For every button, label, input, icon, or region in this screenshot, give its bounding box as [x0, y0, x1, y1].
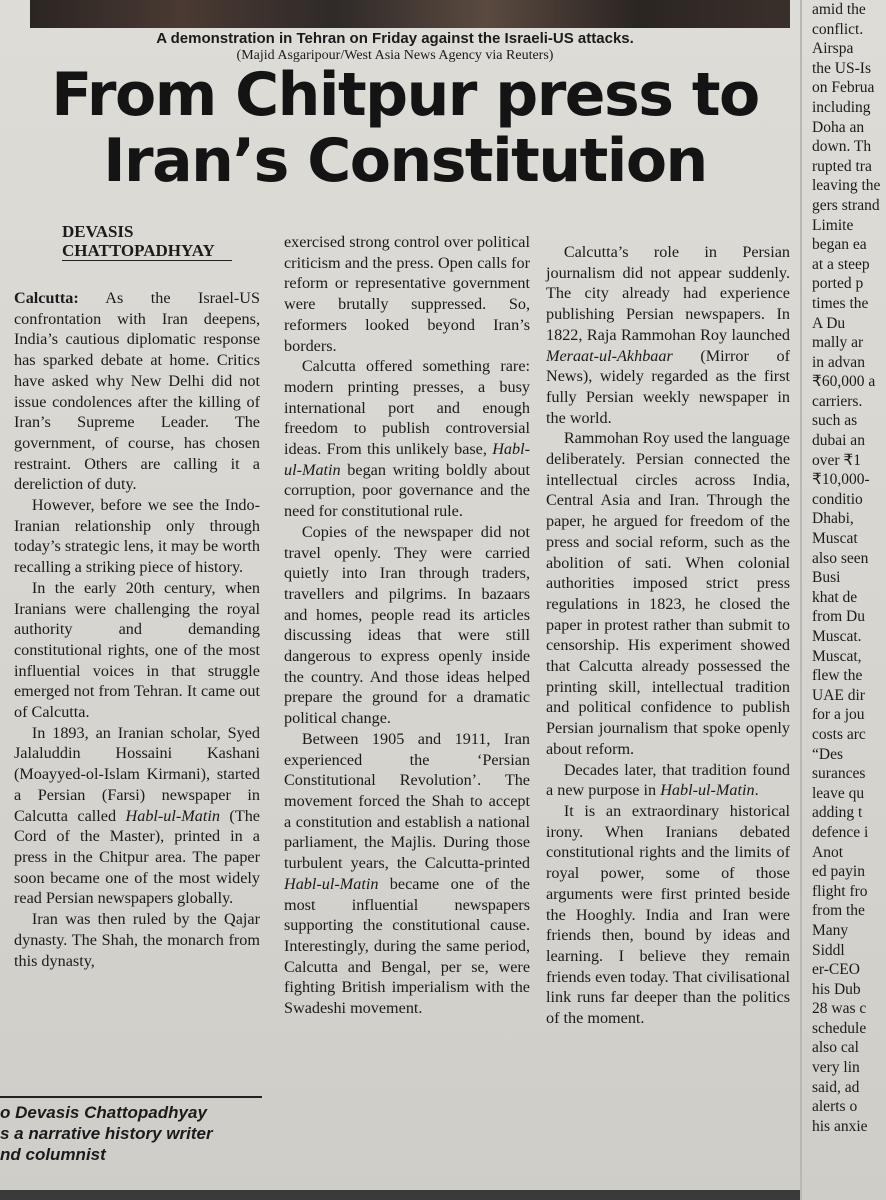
author-bio: o Devasis Chattopadhyay s a narrative history writer nd columnist	[0, 1103, 213, 1164]
adjacent-column-line: Muscat,	[812, 647, 862, 665]
article-column-2	[284, 232, 530, 1019]
headline-line-2: Iran’s Constitution	[103, 126, 707, 196]
article-paragraph: It is an extraordinary historical irony. When Iranians debated constitutional rights and the limits of royal power, some of those arguments were first printed beside the Hooghly. India and Iran were friends then, bound by ideas and learning. I believe they remain friends even today. That civilisational link runs far deeper than the politics of the moment.	[546, 801, 790, 1028]
adjacent-column-line: costs arc	[812, 725, 866, 743]
photo-caption: A demonstration in Tehran on Friday against the Israeli-US attacks.	[156, 30, 634, 47]
adjacent-column-line: er-CEO	[812, 961, 860, 979]
adjacent-column-line: defence i	[812, 823, 869, 841]
adjacent-column-line: from the	[812, 902, 865, 920]
adjacent-column-line: A Du	[812, 314, 846, 332]
byline	[62, 222, 232, 261]
adjacent-column-line: ported p	[812, 275, 864, 293]
article-paragraph: Iran was then ruled by the Qajar dynasty. The Shah, the monarch from this dynasty,	[14, 910, 260, 970]
adjacent-column-line: for a jou	[812, 706, 865, 724]
byline-last-name: CHATTOPADHYAY	[62, 241, 215, 260]
adjacent-column-line: Busi	[812, 569, 841, 587]
adjacent-column-line: alerts o	[812, 1098, 858, 1116]
adjacent-column-line: conditio	[812, 490, 863, 508]
article-paragraph: In the early 20th century, when Iranians were challenging the royal authority and demanding constitutional rights, one of the most influential voices in that struggle emerged not from Tehran. It came out of Calcutta.	[14, 578, 260, 722]
article-paragraph: Calcutta: As the Israel-US confrontation with Iran deepens, India’s cautious diplomatic response has sparked debate at home. Critics have asked why New Delhi did not issue condolences after the killing of Iran’s Supreme Leader. The government, of course, has chosen restraint. Others are calling it a dereliction of duty.	[14, 289, 260, 494]
adjacent-column-line: his anxie	[812, 1117, 868, 1135]
adjacent-column-line: amid the	[812, 1, 866, 18]
adjacent-column-line: ed payin	[812, 863, 865, 881]
adjacent-column-line: Muscat	[812, 530, 858, 548]
adjacent-column-line: also seen	[812, 549, 869, 567]
article-paragraph: Calcutta offered something rare: modern printing presses, a busy international port and enough freedom to publish controversial ideas. From this unlikely base, Habl-ul-Matin began writing boldly about corruption, poor governance and the need for constitutional rule.	[284, 357, 530, 521]
adjacent-column-line: flew the	[812, 667, 863, 685]
adjacent-column-line: adding t	[812, 804, 863, 822]
newspaper-title: Habl-ul-Matin	[660, 781, 755, 800]
newspaper-title: Habl-ul-Matin	[125, 806, 220, 825]
adjacent-column-line: over ₹1	[812, 451, 862, 469]
adjacent-column-line: leave qu	[812, 784, 865, 802]
article-paragraph: Decades later, that tradition found a new purpose in Habl-ul-Matin.	[546, 760, 790, 800]
adjacent-column-line: Many	[812, 921, 849, 939]
adjacent-column-line: his Dub	[812, 980, 861, 998]
article-paragraph: Copies of the newspaper did not travel openly. They were carried quietly into Iran through traders, travellers and pilgrims. In bazaars and homes, people read its articles discussing ideas that were still dangerous to express openly inside the country. And those ideas helped prepare the ground for a dramatic political change.	[284, 522, 530, 728]
article-paragraph: exercised strong control over political criticism and the press. Open calls for reform or representative government were brutally suppressed. So, reformers looked beyond Iran’s borders.	[284, 233, 530, 355]
article-column-3	[546, 242, 790, 1029]
photo-credit: (Majid Asgaripour/West Asia News Agency via Reuters)	[236, 48, 554, 63]
headline	[40, 62, 770, 194]
adjacent-column-line: Doha an	[812, 118, 865, 136]
adjacent-column-line: from Du	[812, 608, 865, 626]
adjacent-column-line: on Februa	[812, 79, 875, 97]
adjacent-column-line: Anot	[812, 843, 843, 861]
adjacent-column-line: Airspa	[812, 40, 854, 58]
article-column-1	[14, 288, 260, 971]
adjacent-column-line: UAE dir	[812, 686, 865, 704]
adjacent-column-line: Muscat.	[812, 628, 862, 645]
dateline: Calcutta:	[14, 289, 79, 307]
byline-first-name: DEVASIS	[62, 222, 134, 241]
adjacent-column-line: such as	[812, 412, 858, 430]
adjacent-column-line: Siddl	[812, 941, 845, 959]
newspaper-title: Habl-ul-Matin	[284, 440, 530, 479]
adjacent-column-line: the US-Is	[812, 59, 871, 77]
adjacent-column-line: times the	[812, 294, 869, 312]
adjacent-column-line: in advan	[812, 353, 865, 371]
article-paragraph: Between 1905 and 1911, Iran experienced the ‘Persian Constitutional Revolution’. The movement forced the Shah to accept a constitution and establish a national parliament, the Majlis. During those turbulent years, the Calcutta-printed Habl-ul-Matin became one of the most influential newspapers supporting the constitutional cause. Interestingly, during the same period, Calcutta and Bengal, per se, were fighting British imperialism with the Swadeshi movement.	[284, 729, 530, 1018]
adjacent-column-line: gers strand	[812, 196, 880, 214]
adjacent-column-line: down. Th	[812, 138, 872, 156]
adjacent-column-line: surances	[812, 765, 866, 783]
adjacent-column-line: flight fro	[812, 882, 868, 900]
headline-line-1: From Chitpur press to	[51, 60, 759, 130]
adjacent-column-line: at a steep	[812, 255, 870, 273]
adjacent-column-line: 28 was c	[812, 1000, 867, 1018]
bio-divider	[0, 1096, 262, 1098]
newspaper-title: Meraat-ul-Akhbaar	[546, 346, 673, 365]
adjacent-column-line: Dhabi,	[812, 510, 854, 528]
newspaper-title: Habl-ul-Matin	[284, 874, 379, 893]
adjacent-column-line: mally ar	[812, 334, 864, 352]
adjacent-column-line: Limite	[812, 216, 854, 234]
adjacent-column-line: “Des	[812, 745, 843, 763]
adjacent-column-line: ₹60,000 a	[812, 373, 876, 391]
article-paragraph: Rammohan Roy used the language deliberately. Persian connected the intellectual circles across India, Central Asia and Iran. Through the paper, he argued for freedom of the press and social reform, such as the abolition of sati. When colonial authorities imposed strict press regulations in 1823, he closed the paper in protest rather than submit to censorship. His experiment showed that Calcutta already possessed the printing skill, intellectual tradition and political confidence to publish Persian journalism that spoke openly about reform.	[546, 429, 790, 758]
article-paragraph: However, before we see the Indo-Iranian relationship only through today’s strategic lens, it may be worth recalling a striking piece of history.	[14, 496, 260, 577]
adjacent-article-column	[812, 0, 886, 1136]
bottom-headline-band	[0, 1190, 800, 1200]
adjacent-column-line: rupted tra	[812, 157, 872, 175]
adjacent-column-line: carriers.	[812, 392, 863, 410]
article-paragraph: Calcutta’s role in Persian journalism did not appear suddenly. The city already had experience publishing Persian newspapers. In 1822, Raja Rammohan Roy launched Meraat-ul-Akhbaar (Mirror of News), widely regarded as the first fully Persian weekly newspaper in the world.	[546, 243, 790, 427]
adjacent-column-line: very lin	[812, 1059, 860, 1077]
adjacent-column-line: leaving the	[812, 177, 881, 195]
adjacent-column-line: began ea	[812, 236, 867, 254]
adjacent-column-line: khat de	[812, 588, 858, 606]
adjacent-column-line: dubai an	[812, 432, 865, 450]
adjacent-column-line: conflict.	[812, 20, 864, 38]
news-photo	[30, 0, 790, 28]
adjacent-column-line: said, ad	[812, 1078, 860, 1096]
adjacent-column-line: also cal	[812, 1039, 859, 1057]
article-paragraph: In 1893, an Iranian scholar, Syed Jalaluddin Hossaini Kashani (Moayyed-ol-Islam Kirmani), started a Persian (Farsi) newspaper in Calcutta called Habl-ul-Matin (The Cord of the Master), printed in a press in the Chitpur area. The paper soon became one of the most widely read Persian newspapers globally.	[14, 723, 260, 908]
adjacent-column-line: ₹10,000-	[812, 471, 870, 489]
column-divider	[800, 0, 802, 1200]
adjacent-column-line: schedule	[812, 1019, 867, 1037]
adjacent-column-line: including	[812, 98, 871, 116]
